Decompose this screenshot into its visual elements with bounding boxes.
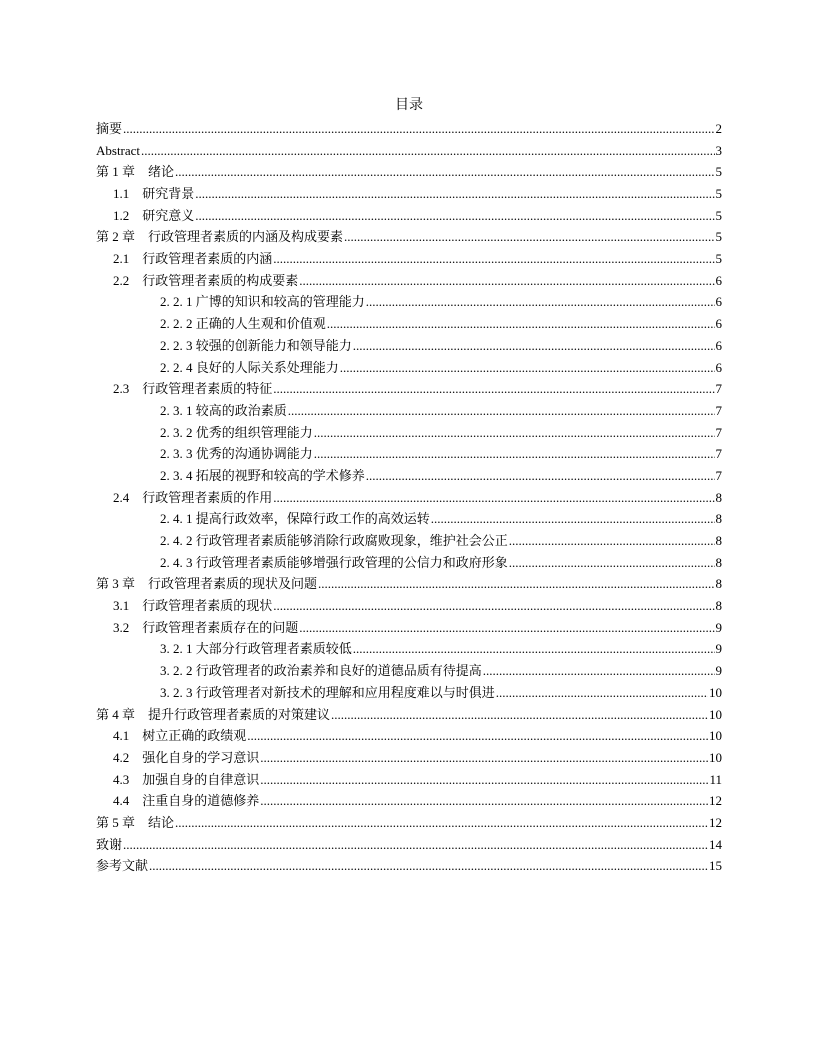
toc-entry-page-number: 5 (715, 164, 722, 180)
dot-leader (340, 357, 715, 379)
toc-entry-page-number: 7 (715, 402, 722, 418)
toc-entry-label: 2. 3. 3 优秀的沟通协调能力 (160, 446, 313, 462)
toc-entry-page-number: 6 (715, 294, 722, 310)
dot-leader (175, 161, 714, 183)
toc-entry[interactable] (96, 357, 722, 379)
toc-entry[interactable] (96, 205, 722, 227)
toc-entry[interactable] (96, 400, 722, 422)
dot-leader (273, 595, 714, 617)
toc-entry-page-number: 7 (715, 467, 722, 483)
toc-entry-page-number: 12 (709, 814, 722, 830)
toc-entry-label: 致谢 (96, 836, 123, 852)
toc-entry[interactable] (96, 292, 722, 314)
dot-leader (314, 443, 715, 465)
toc-entry-page-number: 8 (715, 598, 722, 614)
dot-leader (509, 552, 715, 574)
toc-entry-page-number: 2 (715, 120, 722, 136)
toc-entry[interactable] (96, 335, 722, 357)
dot-leader (260, 790, 708, 812)
toc-entry-label: Abstract (96, 142, 141, 158)
toc-entry[interactable] (96, 530, 722, 552)
toc-entry-label: 2. 2. 3 较强的创新能力和领导能力 (160, 337, 352, 353)
dot-leader (273, 487, 714, 509)
toc-entry-page-number: 3 (715, 142, 722, 158)
toc-entry[interactable] (96, 140, 722, 162)
toc-entry-label: 2.4 行政管理者素质的作用 (113, 489, 273, 505)
toc-entry-label: 2. 3. 4 拓展的视野和较高的学术修养 (160, 467, 365, 483)
dot-leader (314, 422, 715, 444)
toc-entry-page-number: 10 (709, 749, 722, 765)
toc-entry-label: 第 5 章 结论 (96, 814, 175, 830)
toc-entry[interactable] (96, 617, 722, 639)
toc-entry[interactable] (96, 161, 722, 183)
page-title: 目录 (395, 98, 423, 113)
dot-leader (299, 617, 714, 639)
dot-leader (175, 812, 708, 834)
toc-entry-page-number: 6 (715, 272, 722, 288)
toc-entry-page-number: 8 (715, 511, 722, 527)
toc-entry[interactable] (96, 855, 722, 877)
dot-leader (247, 725, 708, 747)
toc-entry-page-number: 9 (715, 641, 722, 657)
dot-leader (431, 508, 715, 530)
toc-entry-label: 1.2 研究意义 (113, 207, 195, 223)
toc-entry[interactable] (96, 812, 722, 834)
toc-entry-label: 2. 3. 2 优秀的组织管理能力 (160, 424, 313, 440)
toc-entry-page-number: 10 (709, 684, 722, 700)
toc-entry[interactable] (96, 834, 722, 856)
toc-entry-label: 4.1 树立正确的政绩观 (113, 728, 247, 744)
dot-leader (123, 118, 714, 140)
toc-entry-page-number: 8 (715, 489, 722, 505)
toc-entry-page-number: 8 (715, 533, 722, 549)
toc-entry-page-number: 9 (715, 663, 722, 679)
toc-entry-label: 2.2 行政管理者素质的构成要素 (113, 272, 299, 288)
dot-leader (195, 205, 714, 227)
toc-entry[interactable] (96, 378, 722, 400)
toc-entry[interactable] (96, 639, 722, 661)
table-of-contents (96, 118, 722, 877)
toc-entry-page-number: 5 (715, 186, 722, 202)
toc-entry-label: 第 3 章 行政管理者素质的现状及问题 (96, 576, 318, 592)
dot-leader (260, 769, 708, 791)
toc-entry-label: 2. 4. 2 行政管理者素质能够消除行政腐败现象，维护社会公正 (160, 533, 508, 549)
toc-entry-label: 4.4 注重自身的道德修养 (113, 793, 260, 809)
toc-entry-page-number: 8 (715, 576, 722, 592)
toc-entry[interactable] (96, 248, 722, 270)
dot-leader (273, 378, 714, 400)
toc-entry-label: 2. 3. 1 较高的政治素质 (160, 402, 287, 418)
toc-entry[interactable] (96, 660, 722, 682)
toc-entry-page-number: 7 (715, 381, 722, 397)
dot-leader (366, 465, 715, 487)
toc-entry-page-number: 7 (715, 446, 722, 462)
toc-entry-label: 3.2 行政管理者素质存在的问题 (113, 619, 299, 635)
dot-leader (366, 292, 715, 314)
toc-entry-label: 2. 2. 2 正确的人生观和价值观 (160, 316, 326, 332)
toc-entry-page-number: 6 (715, 337, 722, 353)
toc-entry[interactable] (96, 422, 722, 444)
toc-entry-page-number: 7 (715, 424, 722, 440)
toc-entry-label: 第 1 章 绪论 (96, 164, 175, 180)
toc-entry-label: 3.1 行政管理者素质的现状 (113, 598, 273, 614)
toc-entry-label: 2.3 行政管理者素质的特征 (113, 381, 273, 397)
toc-entry-label: 3. 2. 2 行政管理者的政治素养和良好的道德品质有待提高 (160, 663, 482, 679)
dot-leader (353, 335, 715, 357)
toc-entry[interactable] (96, 226, 722, 248)
toc-entry[interactable] (96, 118, 722, 140)
toc-entry-label: 3. 2. 1 大部分行政管理者素质较低 (160, 641, 352, 657)
dot-leader (288, 400, 715, 422)
dot-leader (331, 704, 708, 726)
toc-entry[interactable] (96, 769, 722, 791)
toc-entry-page-number: 6 (715, 316, 722, 332)
dot-leader (260, 747, 708, 769)
toc-entry-page-number: 8 (715, 554, 722, 570)
toc-entry-page-number: 10 (709, 706, 722, 722)
toc-entry[interactable] (96, 443, 722, 465)
toc-entry-page-number: 12 (709, 793, 722, 809)
toc-entry[interactable] (96, 552, 722, 574)
toc-entry[interactable] (96, 747, 722, 769)
toc-entry-label: 4.3 加强自身的自律意识 (113, 771, 260, 787)
toc-entry-page-number: 15 (709, 858, 722, 874)
toc-entry[interactable] (96, 508, 722, 530)
dot-leader (496, 682, 708, 704)
toc-entry-label: 3. 2. 3 行政管理者对新技术的理解和应用程度难以与时俱进 (160, 684, 495, 700)
dot-leader (344, 226, 714, 248)
toc-entry-label: 1.1 研究背景 (113, 186, 195, 202)
toc-entry-label: 2.1 行政管理者素质的内涵 (113, 251, 273, 267)
dot-leader (353, 639, 715, 661)
toc-entry[interactable] (96, 704, 722, 726)
toc-entry[interactable] (96, 725, 722, 747)
dot-leader (273, 248, 714, 270)
toc-entry-page-number: 5 (715, 229, 722, 245)
dot-leader (123, 834, 708, 856)
dot-leader (195, 183, 714, 205)
dot-leader (509, 530, 715, 552)
dot-leader (299, 270, 714, 292)
dot-leader (318, 573, 714, 595)
toc-entry[interactable] (96, 313, 722, 335)
toc-entry[interactable] (96, 573, 722, 595)
toc-entry-label: 摘要 (96, 120, 123, 136)
toc-entry[interactable] (96, 487, 722, 509)
toc-entry[interactable] (96, 595, 722, 617)
toc-entry[interactable] (96, 682, 722, 704)
toc-entry-label: 参考文献 (96, 858, 149, 874)
toc-entry-label: 2. 2. 1 广博的知识和较高的管理能力 (160, 294, 365, 310)
toc-entry[interactable] (96, 790, 722, 812)
toc-entry[interactable] (96, 183, 722, 205)
toc-entry-label: 第 2 章 行政管理者素质的内涵及构成要素 (96, 229, 344, 245)
toc-entry-page-number: 11 (709, 771, 722, 787)
toc-entry-label: 2. 4. 3 行政管理者素质能够增强行政管理的公信力和政府形象 (160, 554, 508, 570)
dot-leader (149, 855, 708, 877)
toc-entry-page-number: 14 (709, 836, 722, 852)
toc-entry[interactable] (96, 465, 722, 487)
toc-entry-page-number: 5 (715, 207, 722, 223)
toc-entry-page-number: 6 (715, 359, 722, 375)
toc-entry-label: 4.2 强化自身的学习意识 (113, 749, 260, 765)
toc-entry[interactable] (96, 270, 722, 292)
toc-entry-label: 2. 4. 1 提高行政效率，保障行政工作的高效运转 (160, 511, 430, 527)
toc-entry-page-number: 5 (715, 251, 722, 267)
dot-leader (327, 313, 715, 335)
toc-entry-label: 第 4 章 提升行政管理者素质的对策建议 (96, 706, 331, 722)
toc-entry-page-number: 9 (715, 619, 722, 635)
document-page (96, 96, 722, 877)
dot-leader (483, 660, 715, 682)
toc-entry-page-number: 10 (709, 728, 722, 744)
toc-entry-label: 2. 2. 4 良好的人际关系处理能力 (160, 359, 339, 375)
dot-leader (141, 140, 714, 162)
